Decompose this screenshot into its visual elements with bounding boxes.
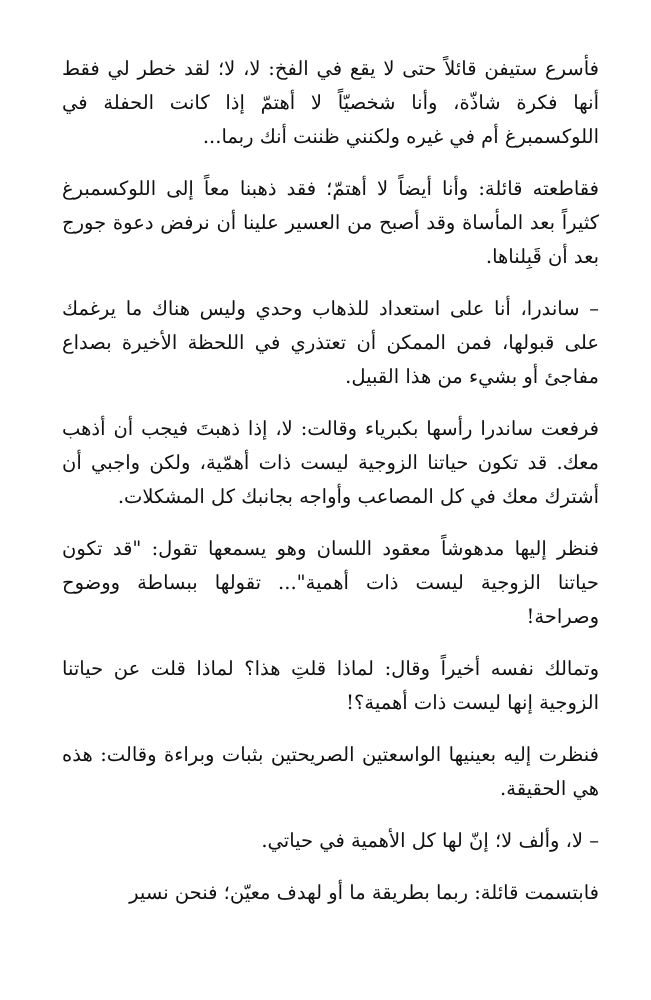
book-page: [62, 52, 599, 928]
paragraph: وتمالك نفسه أخيراً وقال: لماذا قلتِ هذا؟ لماذا قلت عن حياتنا الزوجية إنها ليست ذات أهمية؟!: [62, 657, 599, 714]
paragraph: فنظرت إليه بعينيها الواسعتين الصريحتين بثبات وبراءة وقالت: هذه هي الحقيقة.: [62, 743, 599, 800]
paragraph: فرفعت ساندرا رأسها بكبرياء وقالت: لا، إذا ذهبتَ فيجب أن أذهب معك. قد تكون حياتنا الزوجية ليست ذات أهمّية، ولكن واجبي أن أشترك معك في كل المصاعب وأواجه بجانبك كل المشكلات.: [62, 417, 599, 508]
paragraph: فأسرع ستيفن قائلاً حتى لا يقع في الفخ: لا، لا؛ لقد خطر لي فقط أنها فكرة شاذّة، وأنا شخصيّاً لا أهتمّ إذا كانت الحفلة في اللوكسمبرغ أم في غيره ولكنني ظننت أنك ربما...: [62, 57, 599, 148]
paragraph: – لا، وألف لا؛ إنّ لها كل الأهمية في حياتي.: [261, 829, 599, 852]
paragraph: فقاطعته قائلة: وأنا أيضاً لا أهتمّ؛ فقد ذهبنا معاً إلى اللوكسمبرغ كثيراً بعد المأساة وقد أصبح من العسير علينا أن نرفض دعوة جورج بعد أن قَبِلناها.: [62, 177, 599, 268]
paragraph: فنظر إليها مدهوشاً معقود اللسان وهو يسمعها تقول: "قد تكون حياتنا الزوجية ليست ذات أهمية"... تقولها ببساطة ووضوح وصراحة!: [62, 537, 599, 628]
paragraph: فابتسمت قائلة: ربما بطريقة ما أو لهدف معيّن؛ فنحن نسير: [129, 881, 599, 904]
paragraph: – ساندرا، أنا على استعداد للذهاب وحدي وليس هناك ما يرغمك على قبولها، فمن الممكن أن تعتذري في اللحظة الأخيرة بصداع مفاجئ أو بشيء من هذا القبيل.: [62, 297, 599, 388]
